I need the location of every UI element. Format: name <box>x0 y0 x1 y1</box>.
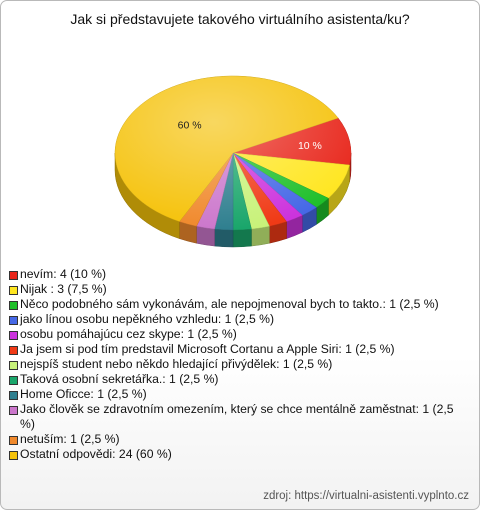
chart-title: Jak si představujete takového virtuálního asistenta/ku? <box>70 11 410 27</box>
legend-label: netuším: 1 (2,5 %) <box>20 432 120 446</box>
legend-swatch <box>9 436 18 445</box>
source-note: zdroj: https://virtualni-asistenti.vyplnto.cz <box>263 490 469 502</box>
legend-label: Taková osobní sekretářka.: 1 (2,5 %) <box>20 372 219 386</box>
legend-label: Něco podobného sám vykonávám, ale nepojmenoval bych to takto.: 1 (2,5 %) <box>20 297 439 311</box>
pie-highlight <box>115 76 351 230</box>
slice-percent-label: 10 % <box>297 140 322 153</box>
legend-label: osobu pomáhajúcu cez skype: 1 (2,5 %) <box>20 327 237 341</box>
legend-swatch <box>9 376 18 385</box>
legend-label: Ostatní odpovědi: 24 (60 %) <box>20 447 172 461</box>
legend-label: nevím: 4 (10 %) <box>20 267 107 281</box>
legend-swatch <box>9 346 18 355</box>
legend-swatch <box>9 331 18 340</box>
pie-slice-side-6 <box>251 226 269 246</box>
legend-swatch <box>9 271 18 280</box>
legend-item <box>9 282 471 297</box>
legend <box>9 267 471 462</box>
pie-slice-side-9 <box>197 226 215 246</box>
legend-swatch <box>9 286 18 295</box>
legend-swatch <box>9 451 18 460</box>
legend-swatch <box>9 361 18 370</box>
legend-label: Home Oficce: 1 (2,5 %) <box>20 387 147 401</box>
legend-item <box>9 267 471 282</box>
legend-label: nejspíš student nebo někdo hledající přivýdělek: 1 (2,5 %) <box>20 357 333 371</box>
legend-item <box>9 357 471 372</box>
legend-item <box>9 312 471 327</box>
legend-swatch <box>9 316 18 325</box>
legend-swatch <box>9 391 18 400</box>
pie-slice-side-7 <box>233 229 251 247</box>
slice-percent-label: 60 % <box>177 119 202 132</box>
pie-slice-side-8 <box>215 229 233 247</box>
legend-item <box>9 342 471 357</box>
legend-label: jako línou osobu nepěkného vzhledu: 1 (2,5 %) <box>20 312 275 326</box>
legend-label: Ja jsem si pod tím predstavil Microsoft Cortanu a Apple Siri: 1 (2,5 %) <box>20 342 395 356</box>
legend-item <box>9 447 471 462</box>
legend-item <box>9 432 471 447</box>
legend-item <box>9 372 471 387</box>
pie-chart <box>1 1 479 263</box>
legend-swatch <box>9 301 18 310</box>
legend-item <box>9 327 471 342</box>
legend-label: Nijak : 3 (7,5 %) <box>20 282 107 296</box>
legend-item <box>9 387 471 402</box>
legend-swatch <box>9 406 18 415</box>
legend-item <box>9 402 471 432</box>
legend-label: Jako člověk se zdravotním omezením, který se chce mentálně zaměstnat: 1 (2,5 %) <box>20 402 454 431</box>
legend-item <box>9 297 471 312</box>
